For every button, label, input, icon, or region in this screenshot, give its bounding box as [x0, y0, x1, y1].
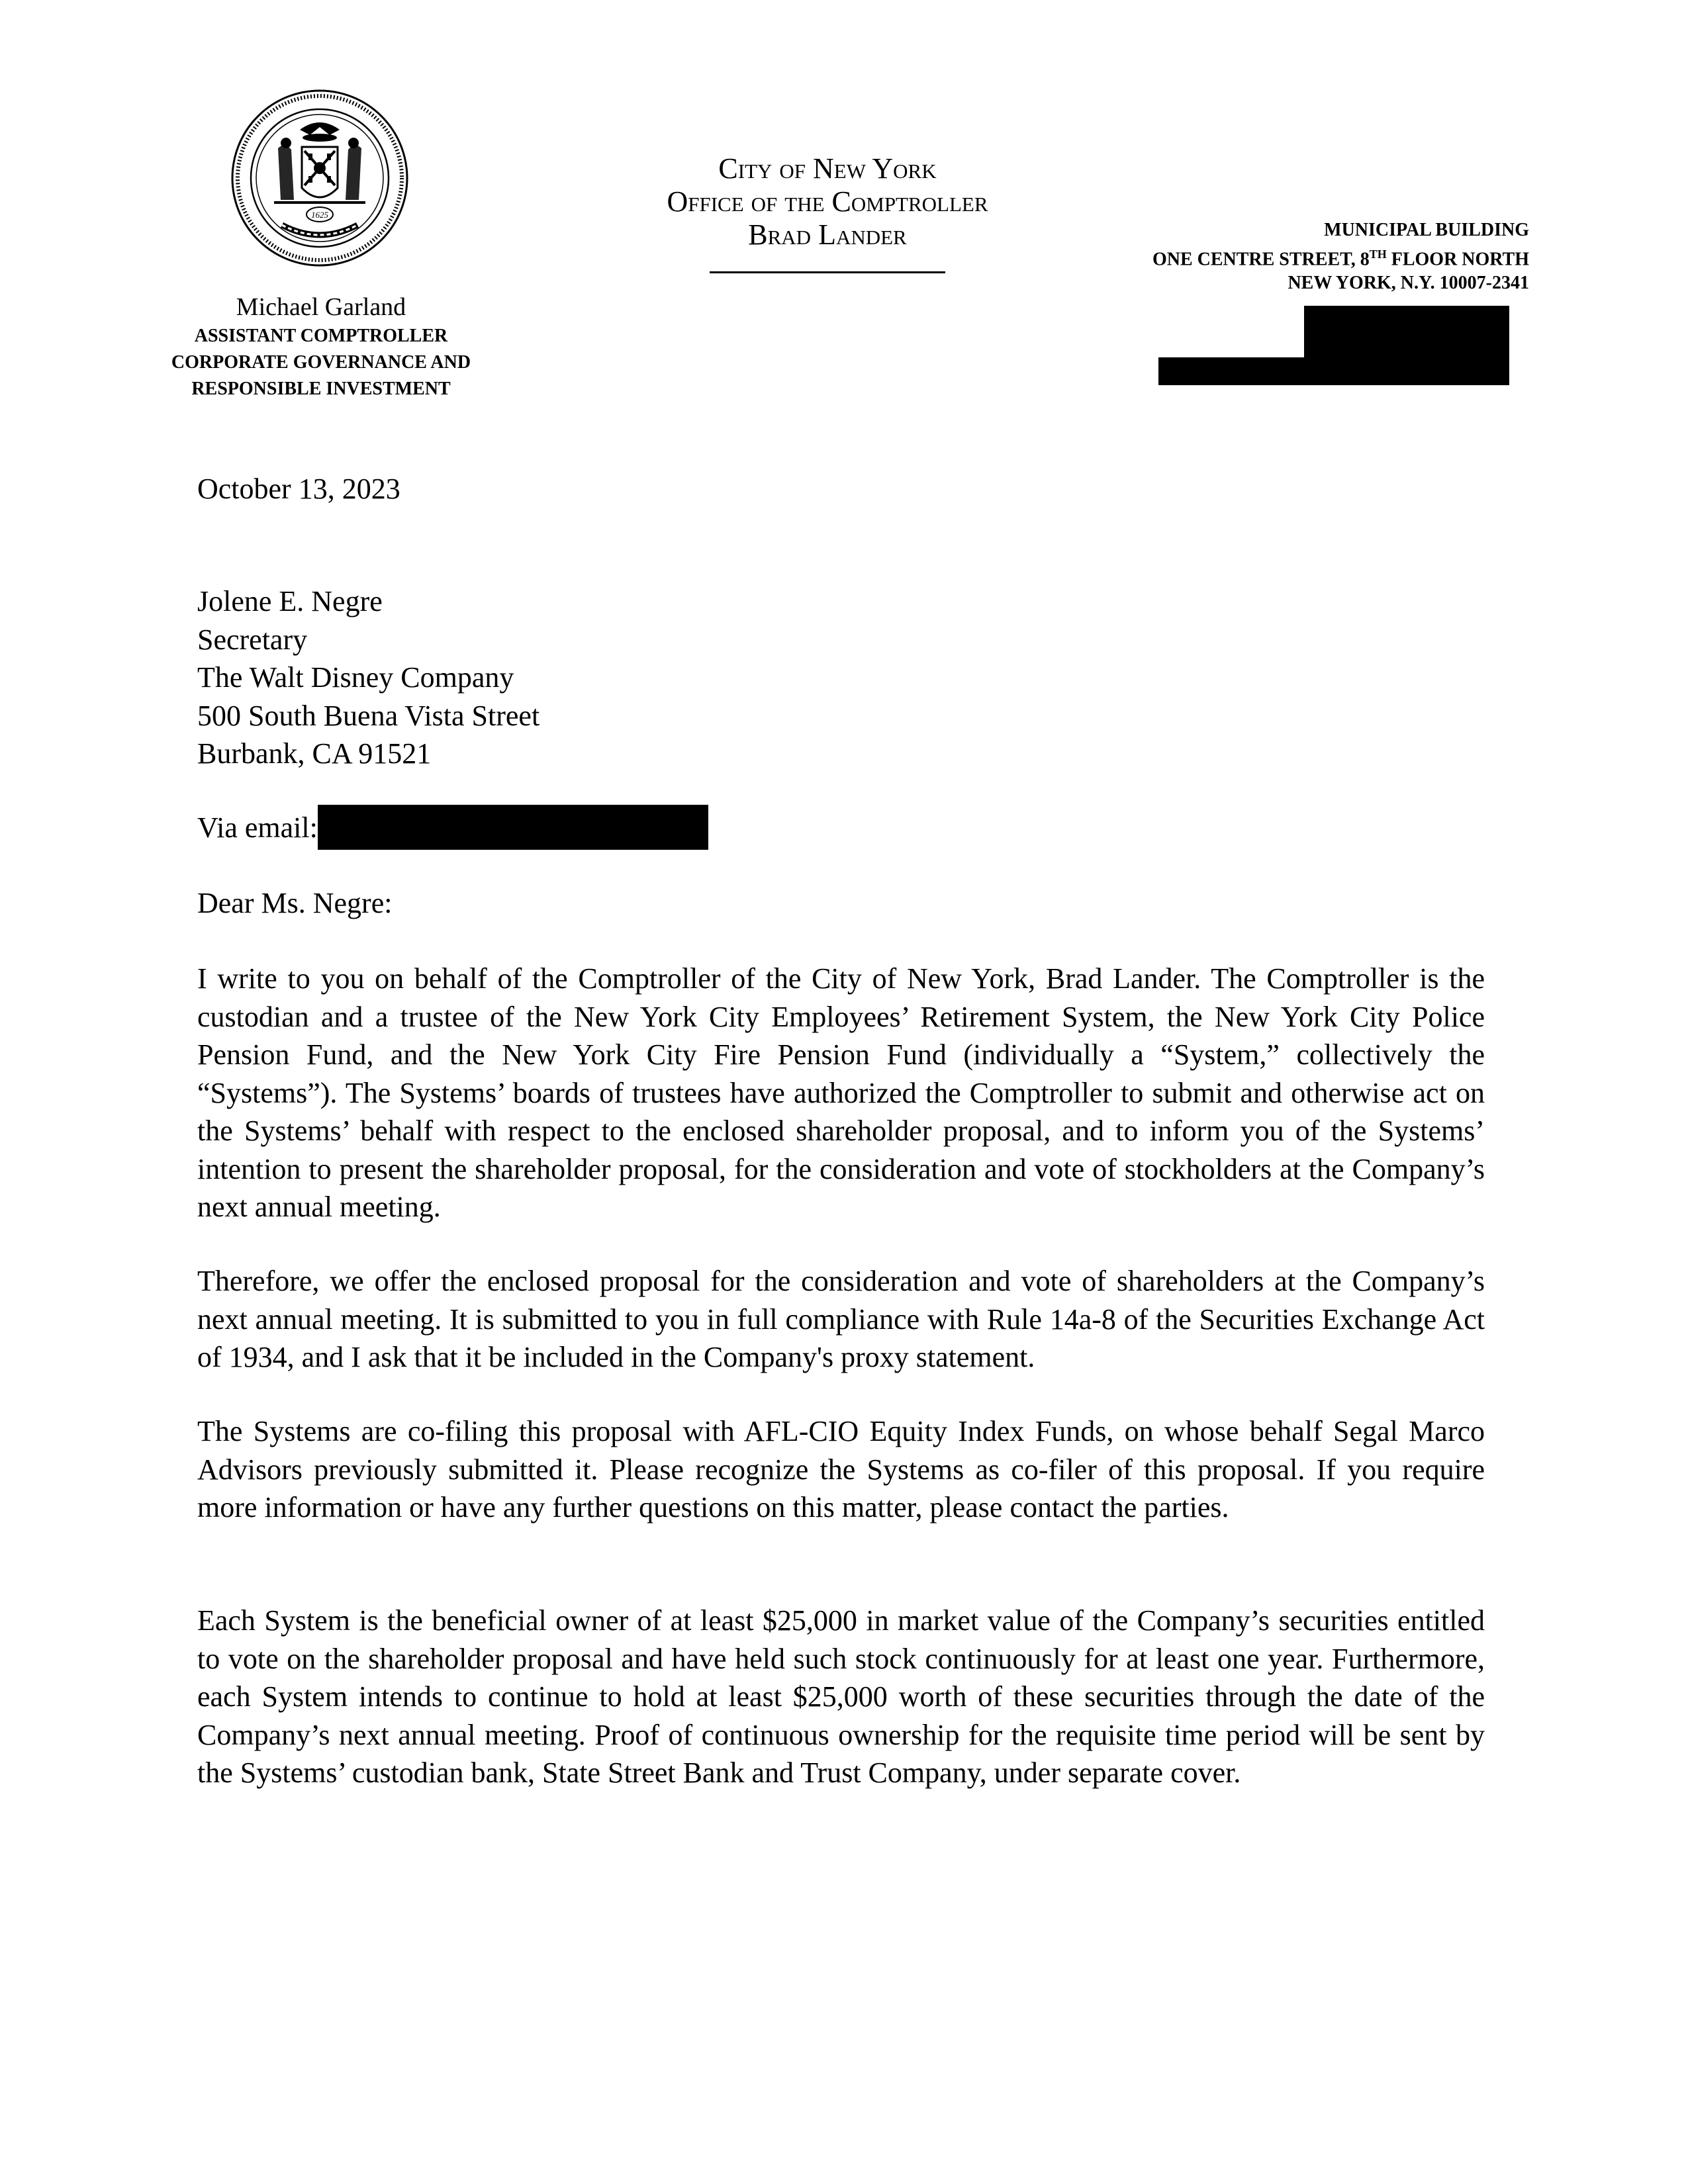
- body-paragraph-2: Therefore, we offer the enclosed proposal for the consideration and vote of shareholders at the Company’s next annual meeting. It is submitted to you in full compliance with Rule 14a-8 of the Securities Exchange Act of 1934, and I ask that it be included in the Company's proxy statement.: [197, 1265, 1485, 1373]
- recipient-city: Burbank, CA 91521: [197, 737, 432, 770]
- redacted-email: [318, 805, 708, 850]
- seal-year: 1625: [311, 210, 328, 220]
- sender-title-line-3: RESPONSIBLE INVESTMENT: [191, 379, 451, 399]
- city-seal-icon: [230, 89, 409, 267]
- office-header: [596, 152, 1059, 273]
- via-email-label: Via email:: [197, 811, 318, 844]
- body-paragraph-4: Each System is the beneficial owner of at least $25,000 in market value of the Company’s securities entitled to vote on the shareholder proposal and have held such stock continuously for at least one year. Furthermore, each System intends to continue to hold at least $25,000 worth of these securities through the date of the Company’s next annual meeting. Proof of continuous ownership for the requisite time period will be sent by the Systems’ custodian bank, State Street Bank and Trust Company, under separate cover.: [197, 1604, 1485, 1789]
- header-divider: [710, 271, 945, 273]
- address-line-3: NEW YORK, N.Y. 10007-2341: [1288, 273, 1529, 294]
- sender-name: Michael Garland: [236, 293, 406, 321]
- office-header-line-1: City of New York: [718, 152, 937, 185]
- office-header-line-3: Brad Lander: [748, 218, 907, 251]
- office-address-block: [1092, 218, 1529, 295]
- salutation: Dear Ms. Negre:: [197, 887, 393, 919]
- assistant-comptroller-block: [152, 291, 490, 402]
- address-line-1: MUNICIPAL BUILDING: [1324, 220, 1529, 240]
- letter-date: October 13, 2023: [197, 473, 400, 505]
- body-paragraph-3: The Systems are co-filing this proposal with AFL-CIO Equity Index Funds, on whose behalf Segal Marco Advisors previously submitted it. Please recognize the Systems as co-filer of this proposal. If you require more information or have any further questions on this matter, please contact the parties.: [197, 1415, 1485, 1524]
- recipient-address: [197, 582, 1485, 773]
- recipient-company: The Walt Disney Company: [197, 661, 514, 694]
- body-paragraph-1: I write to you on behalf of the Comptroller of the City of New York, Brad Lander. The Comptroller is the custodian and a trustee of the New York City Employees’ Retirement System, the New York City Police Pension Fund, and the New York City Fire Pension Fund (individually a “System,” collectively the “Systems”). The Systems’ boards of trustees have authorized the Comptroller to submit and otherwise act on the Systems’ behalf with respect to the enclosed shareholder proposal, and to inform you of the Systems’ intention to present the shareholder proposal, for the consideration and vote of stockholders at the Company’s next annual meeting.: [197, 962, 1485, 1223]
- via-email-line: [197, 809, 1485, 850]
- sender-title-line-1: ASSISTANT COMPTROLLER: [194, 326, 448, 346]
- recipient-name: Jolene E. Negre: [197, 585, 383, 617]
- office-header-line-2: Office of the Comptroller: [667, 185, 988, 218]
- redaction-block: [1158, 357, 1311, 385]
- sender-title-line-2: CORPORATE GOVERNANCE AND: [171, 352, 471, 373]
- address-line-2: ONE CENTRE STREET, 8TH FLOOR NORTH: [1152, 248, 1529, 270]
- redaction-block: [1304, 306, 1509, 385]
- recipient-title: Secretary: [197, 623, 308, 656]
- recipient-street: 500 South Buena Vista Street: [197, 699, 540, 732]
